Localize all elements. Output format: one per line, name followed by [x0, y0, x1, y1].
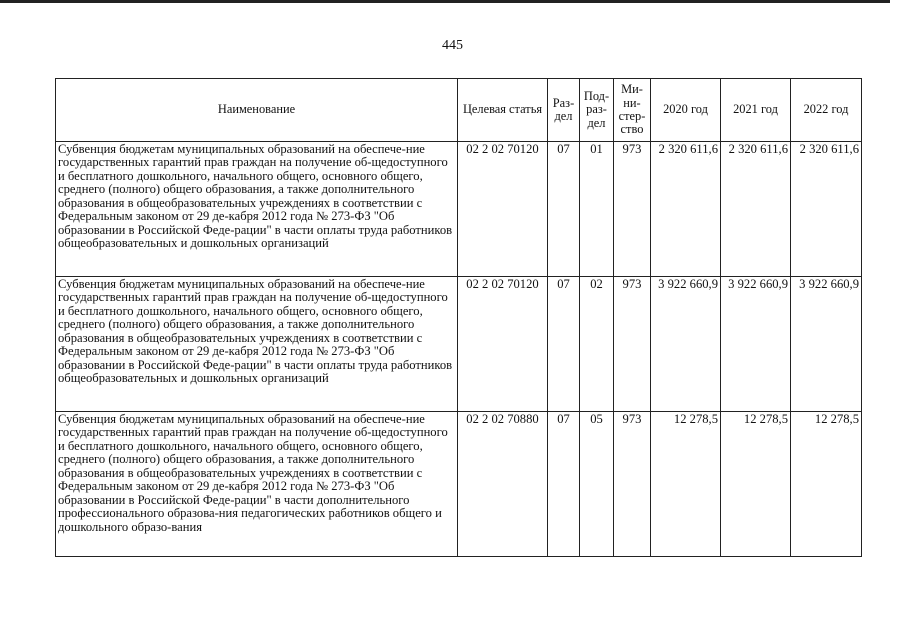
cell-ministry: 973	[614, 142, 651, 277]
cell-2020: 3 922 660,9	[651, 277, 721, 412]
header-name: Наименование	[56, 79, 458, 142]
cell-2022: 3 922 660,9	[791, 277, 862, 412]
header-target: Целевая статья	[458, 79, 548, 142]
table-row	[56, 142, 862, 277]
cell-target: 02 2 02 70120	[458, 142, 548, 277]
cell-2021: 12 278,5	[721, 412, 791, 557]
table-row	[56, 412, 862, 557]
cell-ministry: 973	[614, 412, 651, 557]
budget-table	[55, 78, 862, 557]
cell-subsection: 05	[580, 412, 614, 557]
cell-name: Субвенция бюджетам муниципальных образований на обеспече-ние государственных гарантий прав граждан на получение об-щедоступного и бесплатного дошкольного, начального общего, основного общего, среднего (полного) общего образования, а также дополнительного образования в общеобразовательных учреждениях в соответствии с Федеральным законом от 29 де-кабря 2012 года № 273-ФЗ "Об образовании в Российской Феде-рации" в части оплаты труда работников общеобразовательных и дошкольных организаций	[56, 142, 458, 277]
cell-section: 07	[548, 412, 580, 557]
cell-section: 07	[548, 142, 580, 277]
cell-2020: 12 278,5	[651, 412, 721, 557]
page-number: 445	[442, 38, 463, 53]
header-section: Раз-дел	[548, 79, 580, 142]
header-subsection: Под-раз-дел	[580, 79, 614, 142]
cell-2021: 3 922 660,9	[721, 277, 791, 412]
cell-name: Субвенция бюджетам муниципальных образований на обеспече-ние государственных гарантий прав граждан на получение об-щедоступного и бесплатного дошкольного, начального общего, основного общего, среднего (полного) общего образования, а также дополнительного образования в общеобразовательных учреждениях в соответствии с Федеральным законом от 29 де-кабря 2012 года № 273-ФЗ "Об образовании в Российской Феде-рации" в части дополнительного профессионального образова-ния педагогических работников общего и дошкольного образо-вания	[56, 412, 458, 557]
cell-ministry: 973	[614, 277, 651, 412]
header-2020: 2020 год	[651, 79, 721, 142]
cell-2022: 12 278,5	[791, 412, 862, 557]
header-ministry: Ми-ни-стер-ство	[614, 79, 651, 142]
cell-2021: 2 320 611,6	[721, 142, 791, 277]
cell-2022: 2 320 611,6	[791, 142, 862, 277]
cell-target: 02 2 02 70880	[458, 412, 548, 557]
cell-subsection: 01	[580, 142, 614, 277]
table-row	[56, 277, 862, 412]
cell-section: 07	[548, 277, 580, 412]
header-row	[56, 79, 862, 142]
top-rule	[0, 0, 890, 3]
cell-subsection: 02	[580, 277, 614, 412]
header-2022: 2022 год	[791, 79, 862, 142]
cell-2020: 2 320 611,6	[651, 142, 721, 277]
cell-target: 02 2 02 70120	[458, 277, 548, 412]
header-2021: 2021 год	[721, 79, 791, 142]
cell-name: Субвенция бюджетам муниципальных образований на обеспече-ние государственных гарантий прав граждан на получение об-щедоступного и бесплатного дошкольного, начального общего, основного общего, среднего (полного) общего образования, а также дополнительного образования в общеобразовательных учреждениях в соответствии с Федеральным законом от 29 де-кабря 2012 года № 273-ФЗ "Об образовании в Российской Феде-рации" в части оплаты труда работников общеобразовательных и дошкольных организаций	[56, 277, 458, 412]
